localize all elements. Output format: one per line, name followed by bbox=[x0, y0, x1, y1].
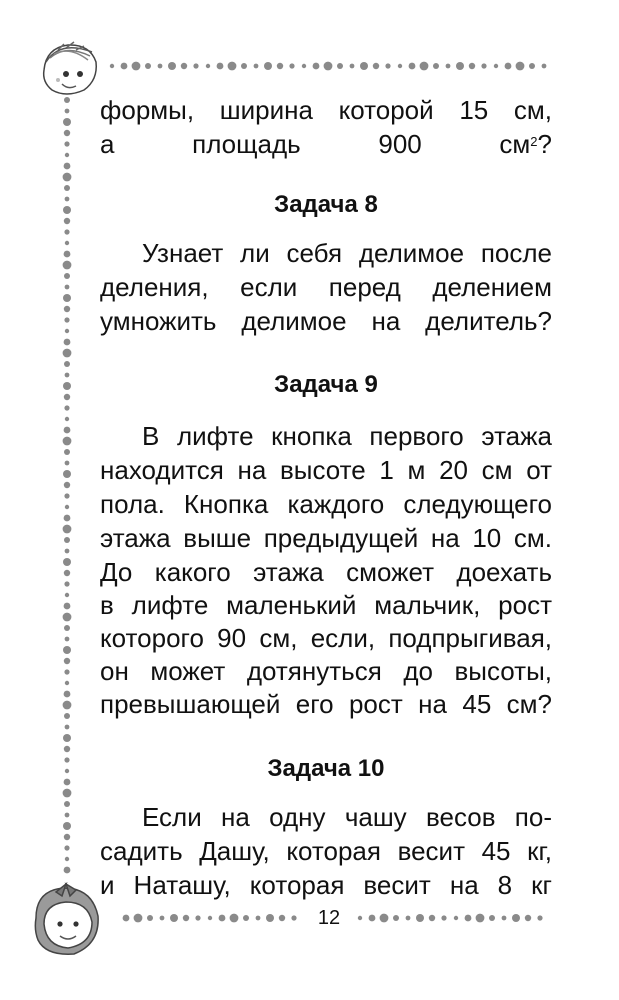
border-dot bbox=[291, 915, 296, 920]
border-dot bbox=[254, 64, 259, 69]
girl-face-bottom-icon bbox=[35, 884, 98, 954]
border-dot bbox=[64, 306, 70, 312]
task-9-line: пола. Кнопка каждого следующего bbox=[100, 489, 552, 519]
border-dot bbox=[516, 62, 525, 71]
task-9-line: он может дотянуться до высоты, bbox=[100, 656, 552, 686]
border-dot bbox=[63, 118, 71, 126]
border-dot bbox=[502, 916, 507, 921]
border-dot bbox=[302, 64, 306, 68]
border-dot bbox=[429, 915, 435, 921]
border-dot bbox=[64, 801, 70, 807]
border-dot bbox=[65, 549, 70, 554]
border-dot bbox=[337, 63, 343, 69]
border-dot bbox=[243, 915, 249, 921]
border-dot bbox=[360, 62, 368, 70]
border-dot bbox=[230, 914, 239, 923]
intro-line-2-end: ? bbox=[537, 129, 552, 159]
task-9-line: которого 90 см, если, подпрыгивая, bbox=[100, 623, 552, 653]
border-dot bbox=[65, 197, 70, 202]
border-dot bbox=[64, 251, 71, 258]
border-dot bbox=[264, 62, 272, 70]
border-dot bbox=[121, 63, 128, 70]
border-dot bbox=[256, 916, 261, 921]
task-8-heading: Задача 8 bbox=[274, 191, 378, 218]
border-dot bbox=[64, 603, 71, 610]
border-dot bbox=[64, 427, 71, 434]
border-dot bbox=[525, 915, 531, 921]
border-dot bbox=[373, 63, 379, 69]
border-dot bbox=[63, 525, 72, 534]
border-dot bbox=[63, 789, 72, 798]
border-dot bbox=[64, 185, 70, 191]
border-dot bbox=[313, 63, 320, 70]
border-dot bbox=[398, 64, 402, 68]
border-dot bbox=[64, 746, 70, 752]
task-8-line: Узнает ли себя делимое после bbox=[142, 238, 552, 268]
border-dot bbox=[65, 329, 69, 333]
task-9-line: находится на высоте 1 м 20 см от bbox=[100, 455, 552, 485]
border-dot bbox=[277, 63, 283, 69]
border-dot bbox=[63, 173, 72, 182]
border-dot bbox=[65, 505, 69, 509]
border-dot bbox=[63, 701, 72, 710]
border-dot bbox=[64, 317, 69, 322]
border-dot bbox=[433, 63, 439, 69]
border-dot bbox=[110, 64, 114, 68]
border-dot bbox=[65, 725, 70, 730]
border-dot bbox=[65, 769, 69, 773]
border-dot bbox=[217, 63, 224, 70]
border-dot bbox=[465, 915, 472, 922]
border-dot bbox=[64, 97, 70, 103]
border-dot bbox=[145, 63, 151, 69]
intro-line-2 bbox=[100, 127, 552, 161]
border-dot bbox=[289, 63, 294, 68]
border-dot bbox=[64, 834, 70, 840]
border-dot bbox=[406, 916, 411, 921]
border-dot bbox=[123, 915, 130, 922]
border-dot bbox=[64, 405, 69, 410]
border-dot bbox=[65, 681, 69, 685]
border-dot bbox=[64, 449, 70, 455]
border-dot bbox=[63, 646, 71, 654]
border-dot bbox=[64, 669, 69, 674]
border-dot bbox=[481, 63, 486, 68]
border-dot bbox=[168, 62, 176, 70]
task-9-line: В лифте кнопка первого этажа bbox=[142, 421, 552, 451]
border-dot bbox=[65, 461, 70, 466]
border-dot bbox=[64, 163, 71, 170]
border-dot bbox=[64, 581, 69, 586]
border-dot bbox=[64, 658, 70, 664]
border-dot bbox=[542, 64, 547, 69]
border-dot bbox=[158, 64, 163, 69]
border-dot bbox=[64, 515, 71, 522]
border-dot bbox=[441, 915, 446, 920]
border-dot bbox=[181, 63, 187, 69]
border-dot bbox=[505, 63, 512, 70]
border-dot bbox=[529, 63, 535, 69]
border-dot bbox=[64, 218, 70, 224]
intro-line-1: формы, ширина которой 15 см, bbox=[100, 95, 552, 125]
border-dot bbox=[65, 417, 69, 421]
border-dot bbox=[63, 382, 71, 390]
girl-face-top-icon bbox=[44, 42, 97, 94]
border-dot bbox=[65, 373, 70, 378]
border-dot bbox=[64, 757, 69, 762]
border-dot bbox=[63, 822, 71, 830]
border-dot bbox=[134, 914, 143, 923]
border-dot bbox=[132, 62, 141, 71]
border-dot bbox=[64, 482, 70, 488]
border-dot bbox=[456, 62, 464, 70]
left-dot-border bbox=[63, 97, 72, 873]
border-dot bbox=[65, 813, 70, 818]
border-dot bbox=[64, 537, 70, 543]
border-dot bbox=[279, 915, 285, 921]
border-dot bbox=[446, 64, 451, 69]
border-dot bbox=[469, 63, 475, 69]
border-dot bbox=[65, 637, 70, 642]
border-dot bbox=[170, 914, 178, 922]
border-dot bbox=[358, 916, 362, 920]
border-dot bbox=[393, 915, 399, 921]
border-dot bbox=[64, 845, 69, 850]
border-dot bbox=[64, 273, 70, 279]
border-dot bbox=[64, 570, 70, 576]
border-dot bbox=[380, 914, 389, 923]
border-dot bbox=[420, 62, 429, 71]
border-dot bbox=[494, 64, 498, 68]
border-dot bbox=[63, 437, 72, 446]
border-dot bbox=[476, 914, 485, 923]
border-dot bbox=[228, 62, 237, 71]
border-dot bbox=[266, 914, 274, 922]
border-dot bbox=[64, 625, 70, 631]
border-dot bbox=[350, 64, 355, 69]
border-dot bbox=[63, 558, 71, 566]
border-dot bbox=[208, 916, 212, 920]
border-dot bbox=[64, 493, 69, 498]
border-dot bbox=[369, 915, 376, 922]
task-8-line: умножить делимое на делитель? bbox=[100, 306, 552, 336]
border-dot bbox=[64, 339, 71, 346]
border-dot bbox=[63, 349, 72, 358]
border-dot bbox=[64, 779, 71, 786]
task-8-line: деления, если перед делением bbox=[100, 272, 552, 302]
border-dot bbox=[537, 915, 542, 920]
intro-line-2-text: а площадь 900 см bbox=[100, 129, 531, 159]
border-dot bbox=[64, 691, 71, 698]
border-dot bbox=[63, 261, 72, 270]
border-dot bbox=[64, 867, 71, 874]
border-dot bbox=[195, 915, 200, 920]
task-9-line: превышающей его рост на 45 см? bbox=[100, 689, 552, 719]
border-dot bbox=[65, 593, 69, 597]
border-dot bbox=[65, 857, 69, 861]
border-dot bbox=[64, 394, 70, 400]
border-dot bbox=[241, 63, 247, 69]
task-9-line: До какого этажа сможет доехать bbox=[100, 557, 552, 587]
border-dot bbox=[65, 153, 69, 157]
border-dot bbox=[63, 734, 71, 742]
page-number: 12 bbox=[317, 907, 341, 929]
border-dot bbox=[63, 206, 71, 214]
border-dot bbox=[183, 915, 189, 921]
border-dot bbox=[64, 713, 70, 719]
task-10-line: садить Дашу, которая весит 45 кг, bbox=[100, 836, 552, 866]
border-dot bbox=[206, 64, 210, 68]
top-dot-border bbox=[110, 62, 547, 71]
border-dot bbox=[64, 361, 70, 367]
task-10-heading: Задача 10 bbox=[267, 755, 385, 782]
task-10-line: Если на одну чашу весов по- bbox=[142, 802, 552, 832]
border-dot bbox=[219, 915, 226, 922]
border-dot bbox=[416, 914, 424, 922]
border-dot bbox=[160, 916, 165, 921]
border-dot bbox=[193, 63, 198, 68]
border-dot bbox=[454, 916, 458, 920]
task-9-heading: Задача 9 bbox=[274, 371, 378, 398]
border-dot bbox=[63, 613, 72, 622]
task-10-line: и Наташу, которая весит на 8 кг bbox=[100, 870, 552, 900]
border-dot bbox=[65, 109, 70, 114]
task-9-line: в лифте маленький мальчик, рост bbox=[100, 590, 552, 620]
border-dot bbox=[512, 914, 520, 922]
border-dot bbox=[63, 294, 71, 302]
border-dot bbox=[64, 229, 69, 234]
border-dot bbox=[63, 470, 71, 478]
border-dot bbox=[64, 130, 70, 136]
border-dot bbox=[147, 915, 153, 921]
task-9-line: этажа выше предыдущей на 10 см. bbox=[100, 523, 552, 553]
border-dot bbox=[64, 141, 69, 146]
border-dot bbox=[489, 915, 495, 921]
border-dot bbox=[65, 241, 69, 245]
border-dot bbox=[324, 62, 333, 71]
border-dot bbox=[65, 285, 70, 290]
border-dot bbox=[385, 63, 390, 68]
border-dot bbox=[409, 63, 416, 70]
superscript-2: 2 bbox=[530, 134, 538, 149]
